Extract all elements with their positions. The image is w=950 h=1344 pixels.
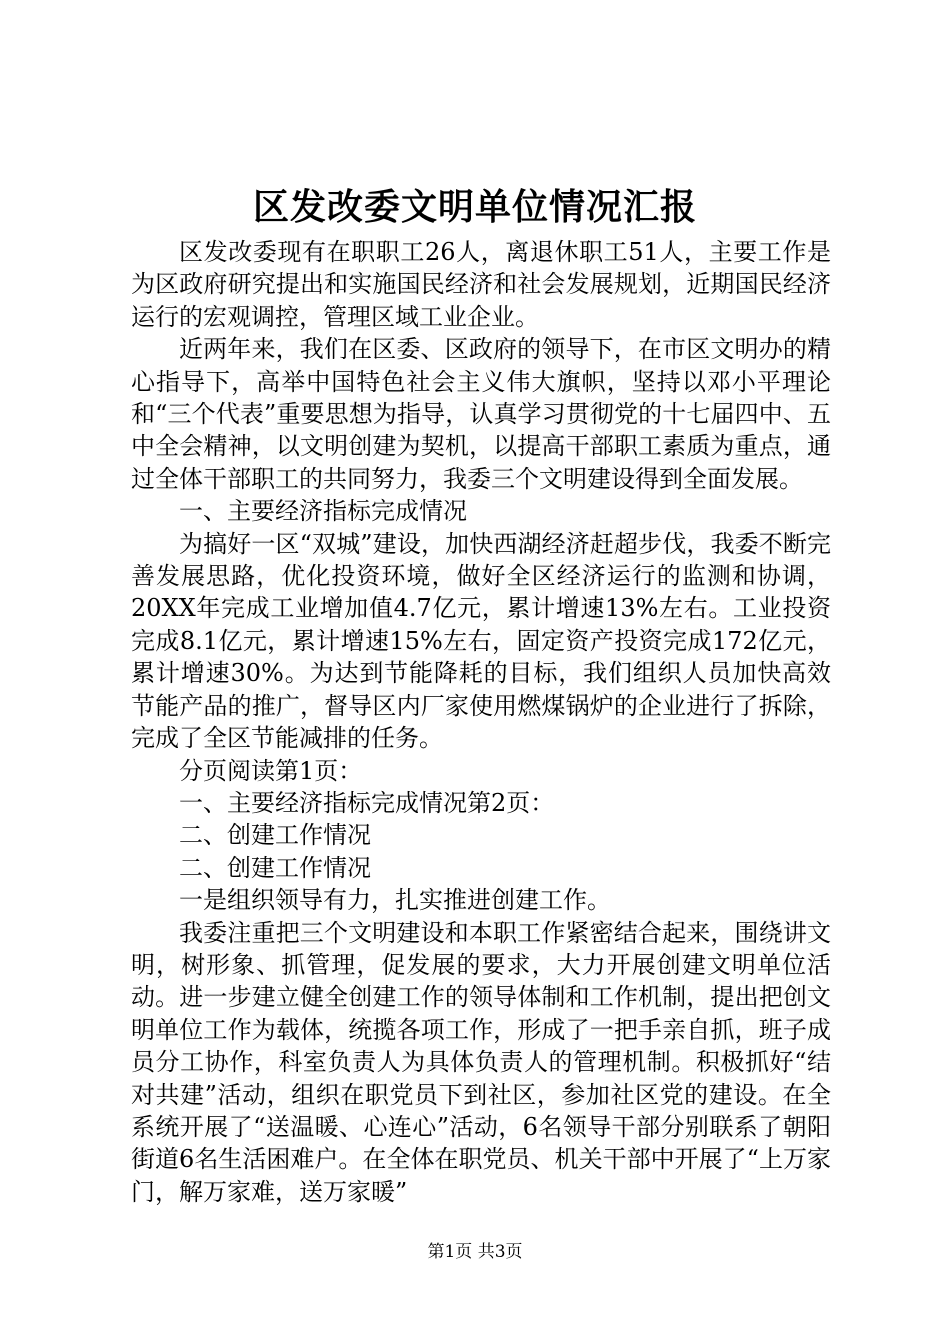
section-heading: 二、创建工作情况 (179, 821, 371, 850)
page-footer: 第1页 共3页 (427, 1242, 523, 1262)
paragraph: 我委注重把三个文明建设和本职工作紧密结合起来，围绕讲文明，树形象、抓管理，促发展的要求，大力开展创建文明单位活动。进一步建立健全创建工作的领导体制和工作机制，提出把创文明单位工作为载体，统揽各项工作，形成了一把手亲自抓，班子成员分工协作，科室负责人为具体负责人的管理机制。积极抓好“结对共建”活动，组织在职党员下到社区，参加社区党的建设。在全系统开展了“送温暖、心连心”活动，6名领导干部分别联系了朝阳街道6名生活困难户。在全体在职党员、机关干部中开展了“上万家门，解万家难，送万家暖” (131, 918, 831, 1206)
document-body (131, 236, 831, 1208)
paragraph: 区发改委现有在职职工26人，离退休职工51人，主要工作是为区政府研究提出和实施国民经济和社会发展规划，近期国民经济运行的宏观调控，管理区域工业企业。 (131, 238, 831, 331)
pagination-note: 一、主要经济指标完成情况第2页： (179, 788, 555, 817)
paragraph: 为搞好一区“双城”建设，加快西湖经济赶超步伐，我委不断完善发展思路，优化投资环境，做好全区经济运行的监测和协调，20XX年完成工业增加值4.7亿元，累计增速13%左右。工业投资完成8.1亿元，累计增速15%左右，固定资产投资完成172亿元，累计增速30%。为达到节能降耗的目标，我们组织人员加快高效节能产品的推广，督导区内厂家使用燃煤锅炉的企业进行了拆除，完成了全区节能减排的任务。 (131, 529, 831, 753)
paragraph: 近两年来，我们在区委、区政府的领导下，在市区文明办的精心指导下，高举中国特色社会主义伟大旗帜，坚持以邓小平理论和“三个代表”重要思想为指导，认真学习贯彻党的十七届四中、五中全会精神，以文明创建为契机，以提高干部职工素质为重点，通过全体干部职工的共同努力，我委三个文明建设得到全面发展。 (131, 335, 831, 493)
document-title: 区发改委文明单位情况汇报 (252, 186, 697, 228)
pagination-note: 分页阅读第1页： (179, 756, 363, 785)
section-heading: 一、主要经济指标完成情况 (179, 497, 467, 526)
sub-heading: 一是组织领导有力，扎实推进创建工作。 (179, 886, 611, 915)
section-heading: 二、创建工作情况 (179, 853, 371, 882)
